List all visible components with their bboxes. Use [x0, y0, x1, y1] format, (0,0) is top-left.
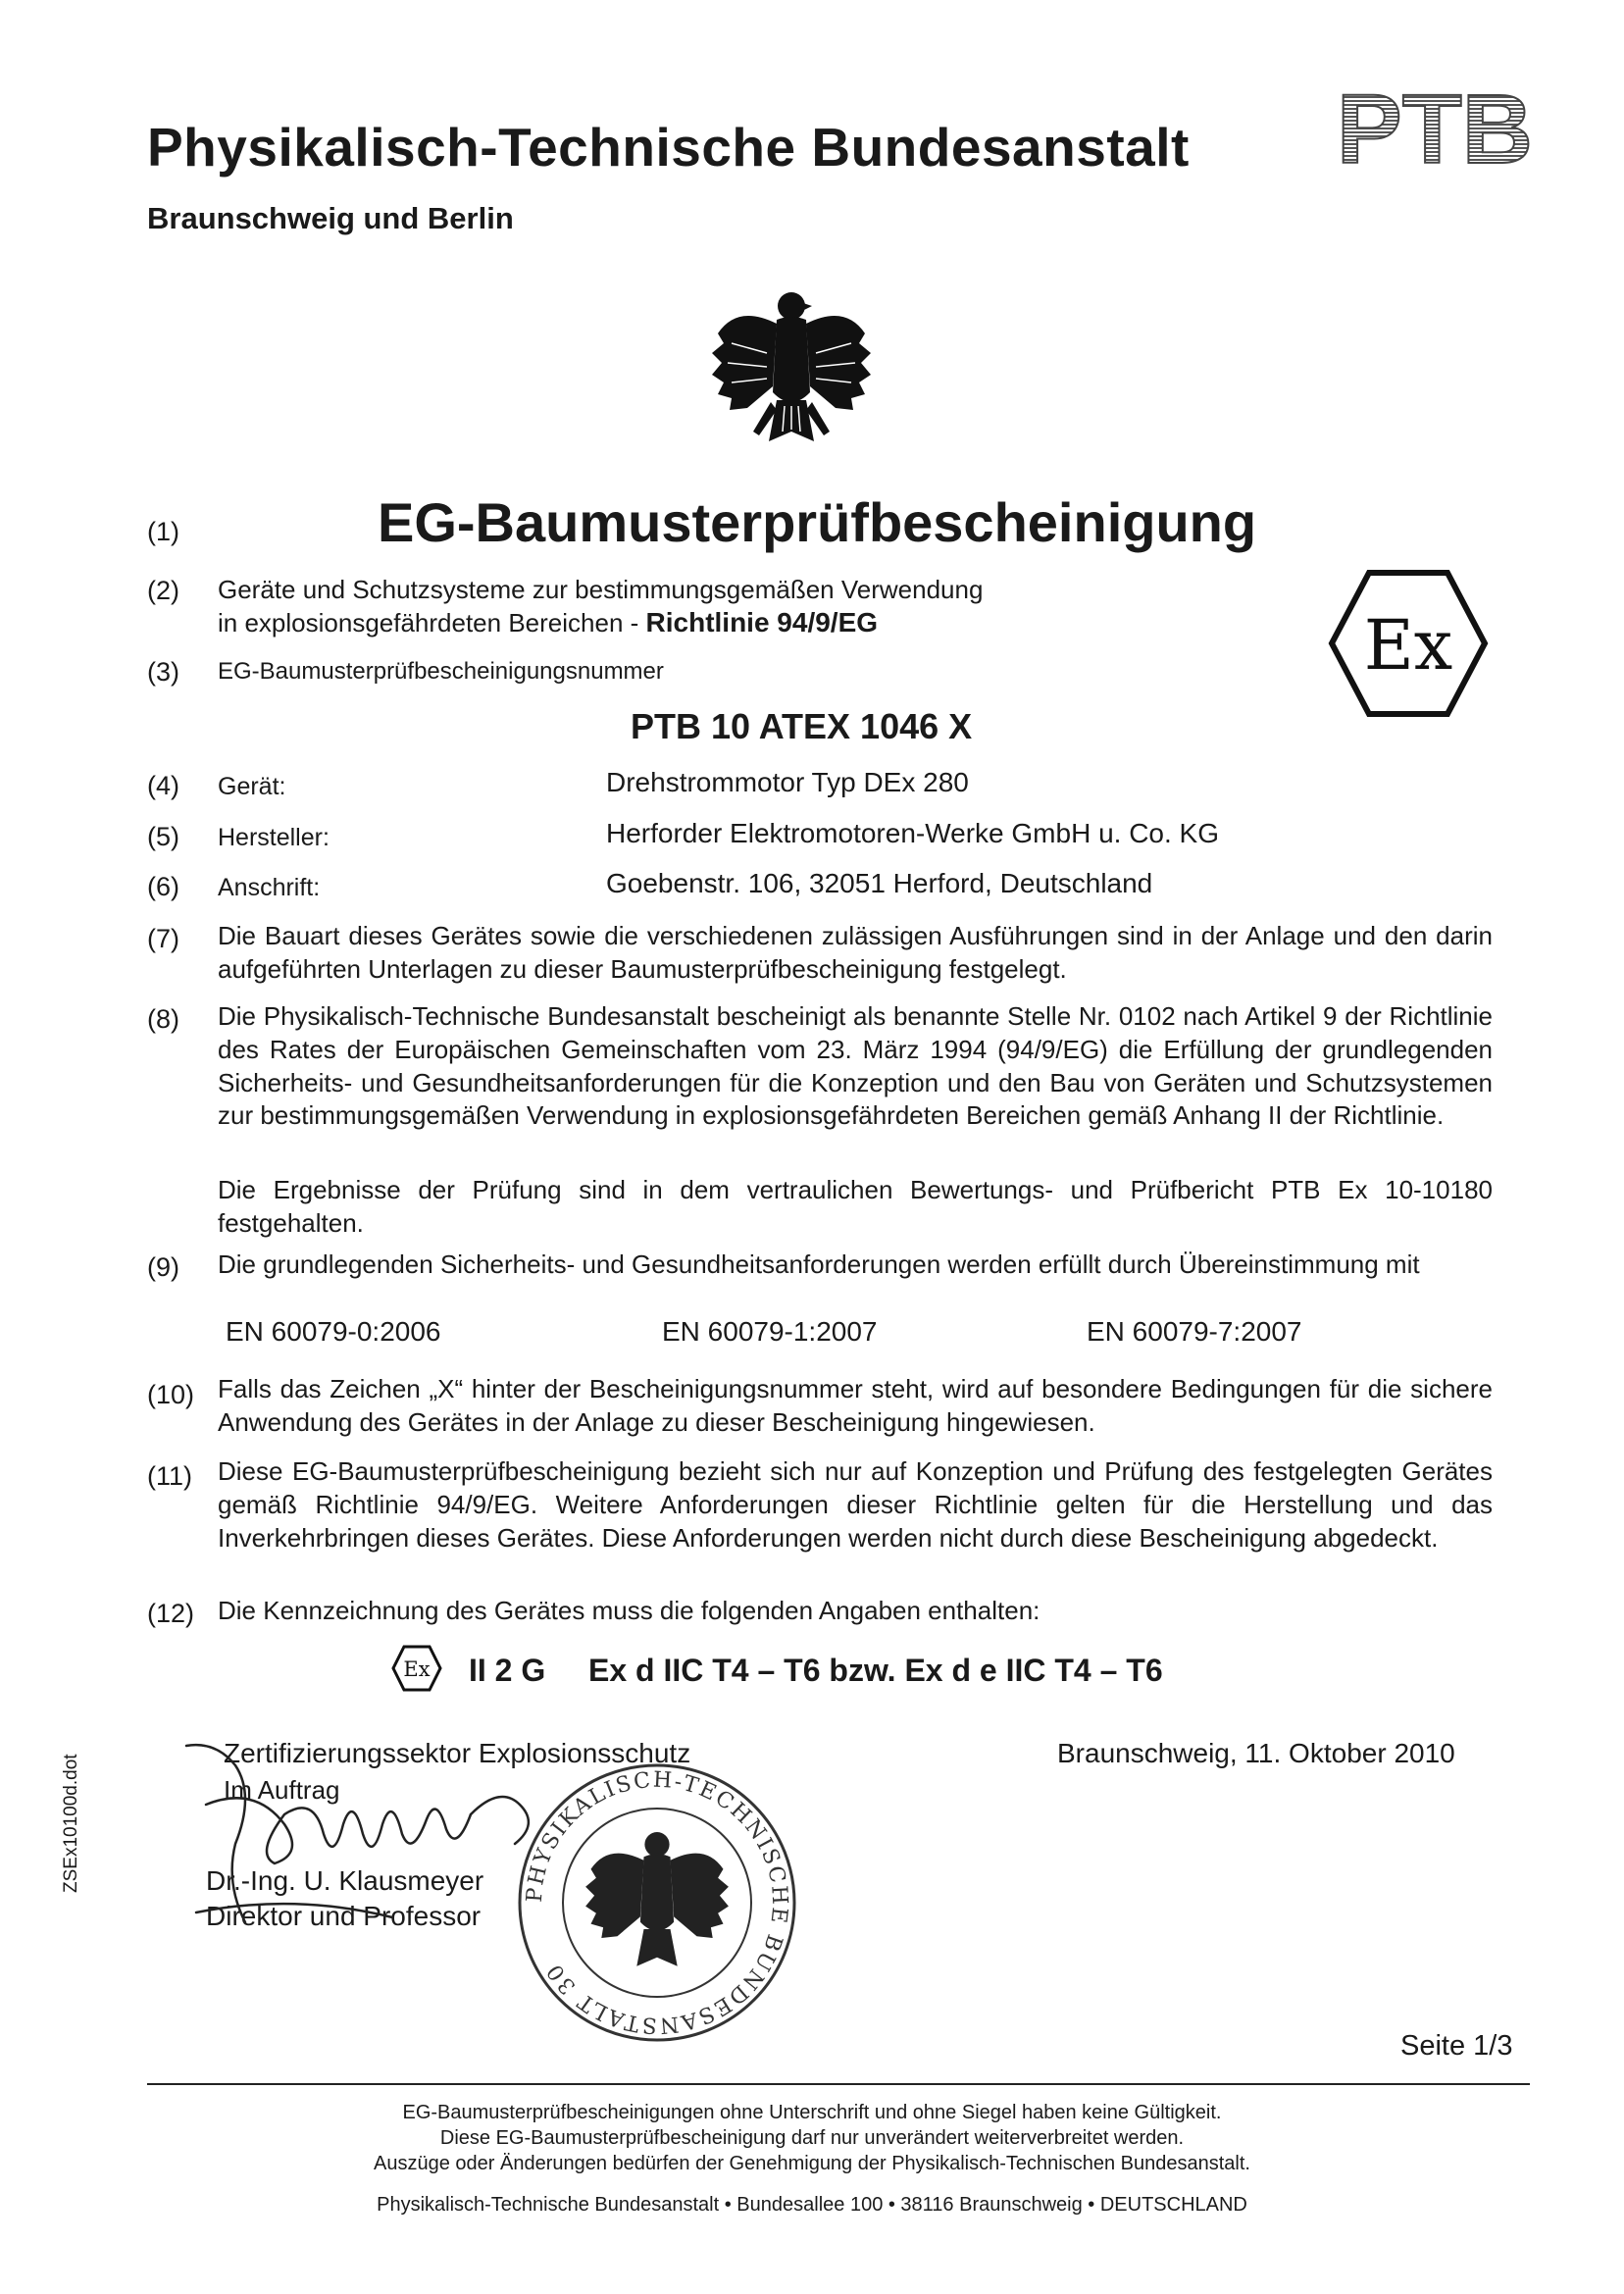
paragraph-8a: Die Physikalisch-Technische Bundesanstalt bescheinigt als benannte Stelle Nr. 0102 nach Artikel 9 der Richtlinie des Rates der Europäischen Gemeinschaften vom 23. März 1994 (94/9/EG) die Erfüllung der grundlegenden Sicherheits- und Gesundheitsanforderungen für die Konzeption und den Bau von Geräten und Schutzsystemen zur bestimmungsgemäßen Verwendung in explosionsgefährdeten Bereichen gemäß Anhang II der Richtlinie. — [218, 1001, 1493, 1131]
item-number-1: (1) — [147, 517, 179, 546]
paragraph-9: Die grundlegenden Sicherheits- und Gesundheitsanforderungen werden erfüllt durch Übereinstimmung mit — [218, 1249, 1420, 1279]
document-code: ZSEx10100d.dot — [61, 1754, 81, 1893]
im-auftrag: Im Auftrag — [224, 1775, 340, 1805]
svg-text:Ex: Ex — [403, 1657, 431, 1681]
scope-line-1: Geräte und Schutzsysteme zur bestimmungsgemäßen Verwendung — [218, 575, 984, 604]
federal-eagle-icon — [698, 284, 885, 456]
footer-line-2: Diese EG-Baumusterprüfbescheinigung darf nur unverändert weiterverbreitet werden. — [439, 2127, 1185, 2149]
item-number-6: (6) — [147, 872, 179, 901]
item-number-8: (8) — [147, 1004, 179, 1034]
item-number-7: (7) — [147, 924, 179, 953]
item-number-3: (3) — [147, 657, 179, 687]
paragraph-7: Die Bauart dieses Gerätes sowie die verschiedenen zulässigen Ausführungen sind in der Anlage und den darin aufgeführten Unterlagen zu dieser Baumusterprüfbescheinigung festgelegt. — [218, 921, 1493, 984]
standard-2: EN 60079-1:2007 — [662, 1316, 878, 1347]
item-number-4: (4) — [147, 771, 179, 800]
signatory-position: Direktor und Professor — [206, 1901, 482, 1931]
footer-address: Physikalisch-Technische Bundesanstalt • Bundesallee 100 • 38116 Braunschweig • DEUTSCHLAND — [377, 2194, 1247, 2216]
document-title: EG-Baumusterprüfbescheinigung — [378, 491, 1257, 553]
cert-number-label: EG-Baumusterprüfbescheinigungsnummer — [218, 658, 664, 685]
organization-subtitle: Braunschweig und Berlin — [147, 201, 514, 235]
marking-text: Ex d IIC T4 – T6 bzw. Ex d e IIC T4 – T6 — [588, 1653, 1163, 1688]
manufacturer-label: Hersteller: — [218, 824, 330, 851]
footer-divider — [147, 2083, 1530, 2085]
ptb-logo — [1337, 75, 1533, 184]
standard-3: EN 60079-7:2007 — [1087, 1316, 1302, 1347]
item-number-10: (10) — [147, 1380, 195, 1409]
page-number: Seite 1/3 — [1400, 2030, 1513, 2062]
item-number-5: (5) — [147, 822, 179, 851]
svg-text:PTB: PTB — [1337, 75, 1533, 184]
official-seal-icon — [510, 1756, 804, 2050]
marking-group: II 2 G — [469, 1653, 546, 1688]
directive: Richtlinie 94/9/EG — [645, 607, 879, 637]
scope-line-2-text: in explosionsgefährdeten Bereichen - — [218, 608, 639, 637]
item-number-11: (11) — [147, 1461, 193, 1491]
scope-line-2 — [218, 605, 878, 640]
paragraph-11: Diese EG-Baumusterprüfbescheinigung bezieht sich nur auf Konzeption und Prüfung des festgelegten Gerätes gemäß Richtlinie 94/9/EG. Weitere Anforderungen dieser Richtlinie gelten für die Herstellung und das Inverkehrbringen dieses Gerätes. Diese Anforderungen werden nicht durch diese Bescheinigung abgedeckt. — [218, 1456, 1493, 1553]
paragraph-10: Falls das Zeichen „X“ hinter der Bescheinigungsnummer steht, wird auf besondere Bedingungen für die sichere Anwendung des Gerätes in der Anlage zu dieser Bescheinigung hingewiesen. — [218, 1374, 1493, 1437]
standard-1: EN 60079-0:2006 — [226, 1316, 441, 1347]
svg-text:PHYSIKALISCH-TECHNISCHE BUNDES: PHYSIKALISCH-TECHNISCHE BUNDESANSTALT 30 — [522, 1767, 792, 2038]
item-number-2: (2) — [147, 576, 179, 605]
footer-line-3: Auszüge oder Änderungen bedürfen der Genehmigung der Physikalisch-Technischen Bundesanstalt. — [374, 2153, 1250, 2174]
certification-sector: Zertifizierungssektor Explosionsschutz — [224, 1738, 691, 1768]
device-label: Gerät: — [218, 773, 286, 800]
paragraph-12: Die Kennzeichnung des Gerätes muss die folgenden Angaben enthalten: — [218, 1596, 1040, 1625]
ex-mark-icon — [1326, 567, 1491, 720]
address-label: Anschrift: — [218, 874, 321, 901]
svg-text:Ex: Ex — [1363, 605, 1453, 686]
footer-line-1: EG-Baumusterprüfbescheinigungen ohne Unterschrift und ohne Siegel haben keine Gültigkeit. — [402, 2102, 1222, 2123]
place-date: Braunschweig, 11. Oktober 2010 — [1057, 1738, 1455, 1768]
ex-mark-small-icon — [390, 1644, 443, 1693]
manufacturer-value: Herforder Elektromotoren-Werke GmbH u. Co. KG — [606, 818, 1220, 848]
certificate-number: PTB 10 ATEX 1046 X — [631, 706, 973, 746]
signatory-name: Dr.-Ing. U. Klausmeyer — [206, 1865, 484, 1896]
device-value: Drehstrommotor Typ DEx 280 — [606, 767, 969, 797]
address-value: Goebenstr. 106, 32051 Herford, Deutschland — [606, 868, 1153, 898]
item-number-9: (9) — [147, 1252, 179, 1282]
paragraph-8b: Die Ergebnisse der Prüfung sind in dem vertraulichen Bewertungs- und Prüfbericht PTB Ex 10-10180 festgehalten. — [218, 1175, 1493, 1238]
organization-name: Physikalisch-Technische Bundesanstalt — [147, 117, 1190, 178]
item-number-12: (12) — [147, 1599, 195, 1628]
